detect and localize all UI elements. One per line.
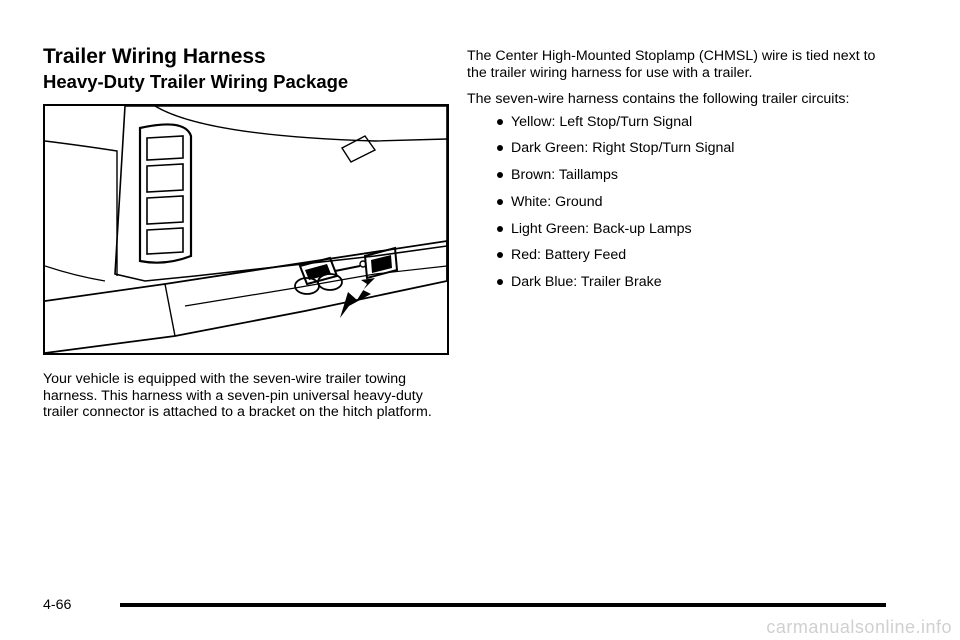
list-item (467, 274, 887, 291)
bullet-icon (497, 226, 503, 232)
circuit-label: Red: Battery Feed (511, 247, 627, 264)
trailer-hitch-illustration (43, 104, 449, 355)
footer-rule (120, 603, 886, 607)
section-subtitle: Heavy-Duty Trailer Wiring Package (43, 71, 349, 92)
circuit-label: Brown: Taillamps (511, 167, 618, 184)
list-item (467, 167, 887, 184)
list-item (467, 140, 887, 157)
bullet-icon (497, 279, 503, 285)
circuit-label: Light Green: Back-up Lamps (511, 220, 692, 237)
circuit-label: White: Ground (511, 193, 603, 210)
left-column (43, 44, 447, 421)
list-item (467, 194, 887, 211)
circuit-label: Dark Blue: Trailer Brake (511, 274, 662, 291)
bullet-icon (497, 252, 503, 258)
page-number: 4-66 (43, 597, 72, 613)
list-item (467, 247, 887, 264)
circuit-label: Yellow: Left Stop/Turn Signal (511, 113, 693, 130)
bullet-icon (497, 172, 503, 178)
circuits-intro-paragraph: The seven-wire harness contains the following trailer circuits: (467, 91, 850, 107)
right-column (467, 48, 887, 301)
watermark: carmanualsonline.info (766, 617, 952, 637)
hitch-drawing (45, 106, 447, 353)
circuit-list (467, 114, 887, 291)
list-item (467, 221, 887, 238)
intro-paragraph: Your vehicle is equipped with the seven-wire trailer towing harness. This harness with a seven-pin universal heavy-duty trailer connector is attached to a bracket on the hitch platform. (43, 371, 432, 420)
bullet-icon (497, 145, 503, 151)
circuit-label: Dark Green: Right Stop/Turn Signal (511, 140, 735, 157)
bullet-icon (497, 199, 503, 205)
chmsl-paragraph: The Center High-Mounted Stoplamp (CHMSL) wire is tied next to the trailer wiring harness for use with a trailer. (467, 48, 876, 81)
section-title: Trailer Wiring Harness (43, 45, 266, 68)
bullet-icon (497, 119, 503, 125)
list-item (467, 114, 887, 131)
